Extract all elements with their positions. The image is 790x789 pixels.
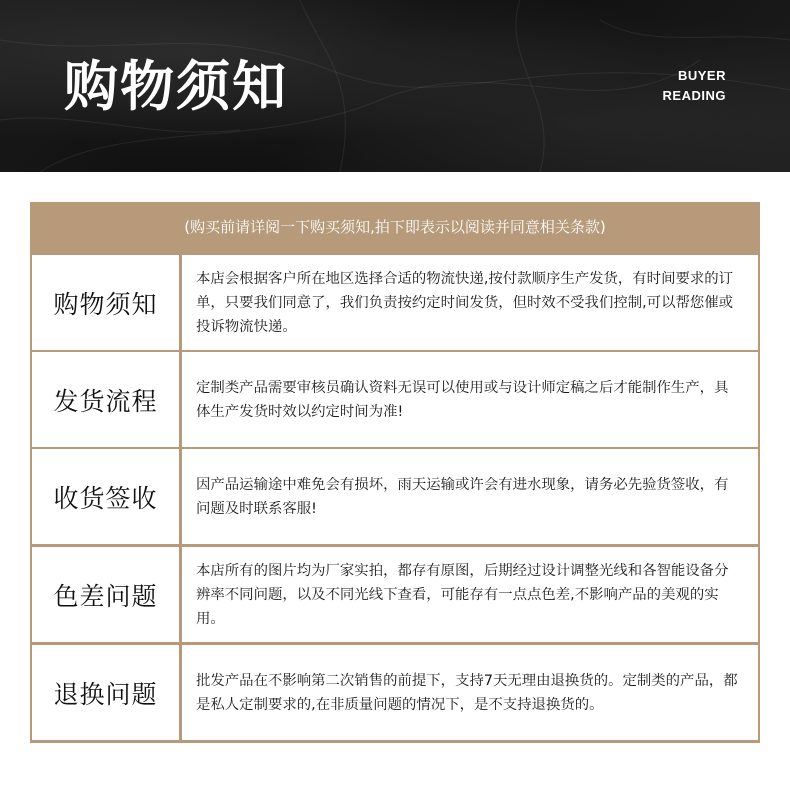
row-description bbox=[182, 352, 758, 447]
table-row bbox=[32, 547, 758, 642]
table-row bbox=[32, 449, 758, 544]
row-description-text: 因产品运输途中难免会有损坏，雨天运输或许会有进水现象，请务必先验货签收，有问题及时联系客服! bbox=[196, 476, 729, 517]
notice-table bbox=[30, 202, 760, 743]
subtitle-line-2: READING bbox=[662, 88, 726, 103]
table-row bbox=[32, 352, 758, 447]
row-description bbox=[182, 547, 758, 642]
row-label: 色差问题 bbox=[32, 547, 179, 642]
purchase-notice: (购买前请详阅一下购买须知,拍下即表示以阅读并同意相关条款) bbox=[184, 218, 606, 236]
row-label: 发货流程 bbox=[32, 352, 179, 447]
row-label: 收货签收 bbox=[32, 449, 179, 544]
table-row bbox=[32, 645, 758, 740]
row-description bbox=[182, 255, 758, 350]
subtitle-line-1: BUYER bbox=[677, 68, 726, 83]
row-description-text: 本店所有的图片均为厂家实拍，都存有原图，后期经过设计调整光线和各智能设备分辨率不同问题，以及不同光线下查看，可能存有一点点色差,不影响产品的美观的实用。 bbox=[196, 562, 729, 627]
table-row bbox=[32, 255, 758, 350]
row-description-text: 本店会根据客户所在地区选择合适的物流快递,按付款顺序生产发货，有时间要求的订单，只要我们同意了，我们负责按约定时间发货，但时效不受我们控制,可以帮您催或投诉物流快递。 bbox=[196, 270, 734, 335]
row-description-text: 批发产品在不影响第二次销售的前提下，支持7天无理由退换货的。定制类的产品，都是私人定制要求的,在非质量问题的情况下，是不支持退换货的。 bbox=[196, 672, 738, 713]
row-label: 购物须知 bbox=[32, 255, 179, 350]
header-banner bbox=[0, 0, 790, 172]
page-title: 购物须知 bbox=[64, 55, 288, 118]
row-description bbox=[182, 449, 758, 544]
row-description bbox=[182, 645, 758, 740]
row-description-text: 定制类产品需要审核员确认资料无误可以使用或与设计师定稿之后才能制作生产，具体生产发货时效以约定时间为准! bbox=[196, 379, 729, 420]
english-subtitle bbox=[663, 66, 726, 106]
row-label: 退换问题 bbox=[32, 645, 179, 740]
